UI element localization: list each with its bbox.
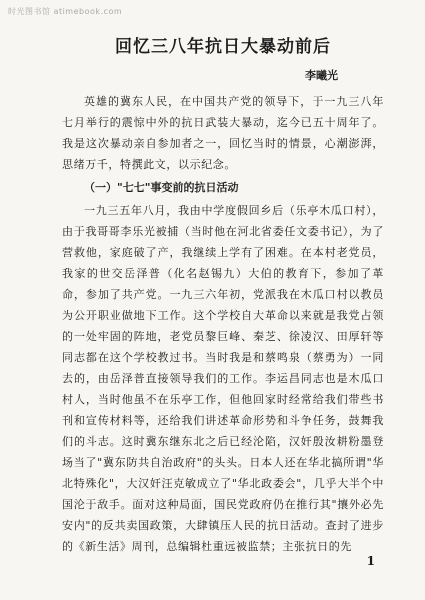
document-title: 回忆三八年抗日大暴动前后 <box>115 37 331 57</box>
section-heading: （一）"七七"事变前的抗日活动 <box>84 181 239 194</box>
watermark-text: 时光图书馆 atimebook.com <box>8 7 123 16</box>
author-name: 李曦光 <box>305 69 338 82</box>
page-number: 1 <box>366 554 375 568</box>
body-paragraph: 一九三五年八月，我由中学度假回乡后（乐亭木瓜口村），由于我哥哥李乐光被捕（当时他在河北省委任文委书记），为了营救他，家庭破了产，我继续上学有了困难。在本村老党员，我家的世交岳泽普（化名赵锡九）大伯的教育下，参加了革命，参加了共产党。一九三六年初，党派我在木瓜口村以教员为公开职业做地下工作。这个学校自大革命以来就是我党占领的一处牢固的阵地，老党员黎巨峰、秦芝、徐凌汉、田厚轩等同志都在这个学校教过书。当时我是和蔡鸣泉（蔡勇为）一同去的，由岳泽普直接领导我们的工作。李运昌同志也是木瓜口村人，当时他虽不在乐亭工作，但他回家时经常给我们带些书刊和宣传材料等，还给我们讲述革命形势和斗争任务，鼓舞我们的斗志。这时冀东继东北之后已经沦陷，汉奸殷汝耕粉墨登场当了"冀东防共自治政府"的头头。日本人还在华北搞所谓"华北特殊化"，大汉奸汪克敏成立了"华北政委会"，几乎大半个中国沦于敌手。面对这种局面，国民党政府仍在推行其"攘外必先安内"的反共卖国政策，大肆镇压人民的抗日活动。查封了进步的《新生活》周刊，总编辑杜重远被监禁；主张抗日的先 <box>62 204 384 553</box>
document-page <box>62 32 384 557</box>
intro-paragraph: 英雄的冀东人民，在中国共产党的领导下，于一九三八年七月举行的震惊中外的抗日武装大暴动，迄今已五十周年了。我是这次暴动亲自参加者之一，回忆当时的情景，心潮澎湃，思绪万千，特撰此文，以示纪念。 <box>62 95 384 171</box>
